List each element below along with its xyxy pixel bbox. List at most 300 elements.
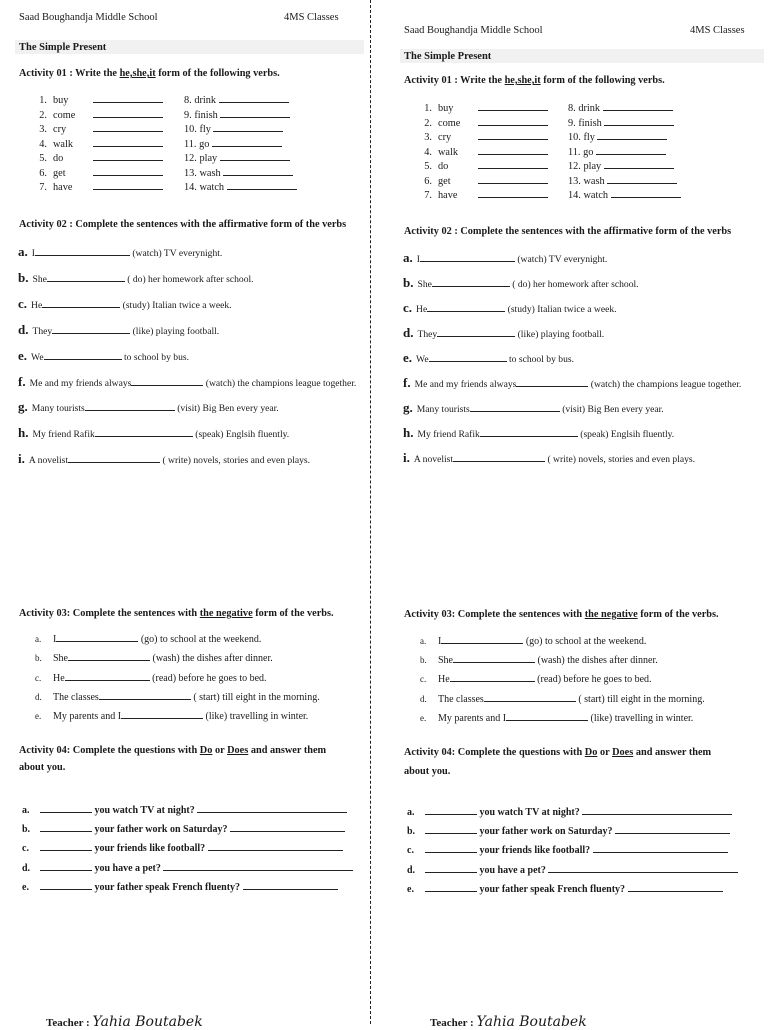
answer-blank[interactable]	[453, 653, 535, 663]
answer-blank[interactable]	[220, 108, 290, 118]
verb-item	[412, 145, 548, 158]
sentence-item	[403, 450, 695, 466]
answer-blank[interactable]	[420, 252, 515, 262]
sentence-item	[18, 270, 254, 286]
sentence-end: (go) to school at the weekend.	[140, 634, 262, 645]
verb-word: do	[53, 153, 64, 164]
sentence-start: My parents and I	[53, 711, 122, 723]
question-item	[22, 861, 353, 874]
activity-3-rest: form of the verbs.	[640, 609, 719, 620]
answer-blank[interactable]	[223, 166, 293, 176]
verb-item	[184, 137, 282, 150]
question-item	[22, 841, 343, 854]
verb-word: come	[53, 109, 76, 121]
sentence-start: He	[31, 299, 43, 311]
answer-blank[interactable]	[93, 122, 163, 132]
answer-blank[interactable]	[131, 376, 203, 386]
answer-blank[interactable]	[478, 188, 548, 198]
item-label: e.	[22, 881, 29, 893]
sentence-item	[35, 651, 273, 664]
answer-blank[interactable]	[47, 272, 125, 282]
answer-blank[interactable]	[52, 324, 130, 334]
activity-4-rest: and answer them	[250, 745, 327, 756]
verb-word: finish	[578, 117, 602, 129]
verb-word: play	[583, 161, 602, 172]
item-label: f.	[18, 373, 26, 389]
verb-item	[568, 101, 673, 114]
verb-item	[412, 130, 548, 143]
item-label: h.	[403, 425, 414, 440]
sentence-start: I	[53, 634, 57, 645]
teacher-label: Teacher :	[46, 1017, 90, 1029]
class-label: 4MS Classes	[690, 25, 745, 36]
activity-4-does: Does	[612, 747, 634, 758]
verb-item	[412, 101, 548, 114]
activity-4-line2: about you.	[19, 762, 66, 773]
activity-2-title: Activity 02 : Complete the sentences with the affirmative form of the verbs	[19, 219, 347, 230]
answer-blank[interactable]	[425, 843, 477, 853]
verb-item	[184, 166, 293, 179]
sentence-item	[18, 244, 222, 260]
item-label: a.	[18, 244, 28, 259]
activity-4-or: or	[599, 747, 610, 758]
teacher-name: Yahia Boutabek	[476, 1014, 587, 1030]
item-label: a.	[403, 250, 413, 265]
answer-blank[interactable]	[220, 151, 290, 161]
answer-blank[interactable]	[470, 402, 560, 412]
answer-blank[interactable]	[603, 101, 673, 111]
item-label: c.	[407, 845, 414, 857]
answer-blank[interactable]	[93, 180, 163, 190]
answer-blank[interactable]	[35, 246, 130, 256]
page-title: The Simple Present	[400, 49, 764, 63]
item-label: e.	[18, 347, 28, 363]
sentence-end: to school by bus.	[508, 354, 575, 365]
sentence-item	[35, 690, 320, 703]
verb-number: 4.	[424, 146, 432, 158]
answer-blank[interactable]	[227, 180, 297, 190]
sentence-item	[35, 632, 261, 645]
verb-word: fly	[199, 124, 211, 135]
answer-blank[interactable]	[243, 880, 338, 890]
verb-number: 5.	[424, 161, 432, 172]
verb-number: 7.	[424, 190, 432, 201]
sentence-item	[420, 711, 693, 724]
answer-blank[interactable]	[593, 843, 728, 853]
answer-blank[interactable]	[441, 634, 523, 644]
verb-item	[27, 180, 163, 193]
item-label: i.	[403, 450, 410, 465]
sentence-end: (visit) Big Ben every year.	[177, 403, 279, 415]
sentence-item	[403, 300, 617, 316]
sentence-end: ( do) her homework after school.	[512, 279, 639, 290]
activity-3-underlined: the negative	[199, 608, 253, 619]
sentence-start: A novelist	[28, 455, 69, 467]
sentence-start: She	[417, 279, 432, 290]
question-item	[407, 882, 723, 895]
answer-blank[interactable]	[93, 108, 163, 118]
answer-blank[interactable]	[478, 145, 548, 155]
verb-item	[184, 151, 290, 164]
activity-1-rest: form of the following verbs.	[543, 75, 665, 86]
verb-number: 11.	[184, 138, 197, 150]
answer-blank[interactable]	[85, 401, 175, 411]
item-label: c.	[22, 843, 29, 855]
verb-number: 1.	[424, 103, 432, 114]
cut-line-divider	[370, 0, 371, 1024]
verb-number: 6.	[424, 175, 432, 187]
school-name: Saad Boughandja Middle School	[19, 12, 158, 23]
answer-blank[interactable]	[548, 863, 738, 873]
verb-number: 8.	[184, 95, 192, 106]
answer-blank[interactable]	[480, 427, 578, 437]
activity-1-title	[19, 68, 280, 79]
question-item	[407, 843, 728, 856]
question-item	[407, 805, 732, 818]
verb-item	[27, 137, 163, 150]
item-label: d.	[18, 321, 29, 337]
question-item	[407, 863, 738, 876]
activity-4-or: or	[214, 745, 225, 756]
answer-blank[interactable]	[95, 427, 193, 437]
sentence-item	[403, 400, 664, 416]
answer-blank[interactable]	[40, 880, 92, 890]
item-label: i.	[18, 451, 25, 467]
sentence-start: Me and my friends always	[414, 379, 517, 390]
sentence-item	[35, 709, 308, 722]
verb-item	[568, 145, 666, 158]
item-label: g.	[403, 400, 413, 415]
verb-number: 2.	[424, 117, 432, 129]
sentence-start: We	[31, 351, 44, 363]
verb-item	[184, 180, 297, 193]
answer-blank[interactable]	[121, 709, 203, 719]
verb-item	[568, 130, 667, 143]
question-text: you have a pet?	[479, 864, 546, 876]
activity-4-label: Activity 04: Complete the questions with	[404, 747, 583, 758]
activity-3-title	[404, 609, 719, 620]
sentence-start: He	[53, 672, 65, 684]
sentence-end: (wash) the dishes after dinner.	[537, 655, 658, 667]
activity-4-does: Does	[227, 745, 249, 756]
answer-blank[interactable]	[230, 822, 345, 832]
sentence-end: ( write) novels, stories and even plays.	[547, 454, 696, 465]
answer-blank[interactable]	[213, 122, 283, 132]
answer-blank[interactable]	[429, 352, 507, 362]
sentence-item	[18, 348, 189, 364]
answer-blank[interactable]	[516, 377, 588, 387]
sentence-item	[420, 672, 652, 685]
sentence-start: My friend Rafik	[32, 429, 95, 441]
activity-4-do: Do	[199, 745, 213, 756]
sentence-end: (read) before he goes to bed.	[152, 672, 267, 684]
question-text: your friends like football?	[479, 845, 591, 857]
sentence-start: I	[416, 254, 420, 265]
verb-number: 8.	[568, 103, 576, 114]
verb-number: 10.	[568, 132, 581, 143]
verb-item	[412, 159, 548, 172]
worksheet-right	[384, 0, 768, 1030]
verb-word: cry	[438, 132, 452, 143]
answer-blank[interactable]	[628, 882, 723, 892]
sentence-item	[420, 634, 646, 647]
verb-item	[27, 166, 163, 179]
answer-blank[interactable]	[197, 803, 347, 813]
item-label: f.	[403, 375, 411, 390]
sentence-item	[420, 692, 705, 705]
answer-blank[interactable]	[506, 711, 588, 721]
item-label: d.	[22, 862, 31, 874]
sentence-start: She	[32, 273, 47, 285]
item-label: b.	[18, 269, 29, 285]
item-label: b.	[22, 824, 31, 836]
answer-blank[interactable]	[42, 298, 120, 308]
verb-item	[568, 159, 674, 172]
answer-blank[interactable]	[68, 453, 160, 463]
answer-blank[interactable]	[65, 671, 150, 681]
sentence-end: (like) playing football.	[132, 325, 220, 337]
verb-number: 6.	[39, 167, 47, 179]
item-label: d.	[35, 691, 42, 702]
item-label: a.	[420, 636, 427, 646]
answer-blank[interactable]	[611, 188, 681, 198]
sentence-item	[403, 250, 607, 266]
verb-word: buy	[53, 95, 69, 106]
activity-1-title	[404, 75, 665, 86]
item-label: e.	[403, 350, 413, 365]
answer-blank[interactable]	[478, 116, 548, 126]
sentence-end: (read) before he goes to bed.	[537, 674, 652, 686]
answer-blank[interactable]	[99, 690, 191, 700]
item-label: b.	[35, 653, 42, 664]
answer-blank[interactable]	[450, 672, 535, 682]
sentence-item	[403, 325, 604, 341]
answer-blank[interactable]	[596, 145, 666, 155]
answer-blank[interactable]	[478, 101, 548, 111]
answer-blank[interactable]	[427, 302, 505, 312]
question-text: your father work on Saturday?	[94, 824, 228, 836]
sentence-item	[403, 350, 574, 366]
sentence-start: My parents and I	[438, 712, 507, 724]
answer-blank[interactable]	[68, 651, 150, 661]
verb-number: 10.	[184, 124, 197, 135]
verb-item	[27, 122, 163, 135]
question-text: your father speak French fluenty?	[479, 883, 626, 895]
activity-1-underlined: he,she,it	[119, 68, 156, 79]
verb-word: wash	[199, 167, 221, 179]
sentence-end: to school by bus.	[123, 351, 190, 363]
item-label: d.	[403, 325, 414, 340]
sentence-item	[403, 425, 674, 441]
question-item	[22, 822, 345, 835]
answer-blank[interactable]	[478, 130, 548, 140]
verb-number: 9.	[568, 117, 576, 129]
verb-number: 7.	[39, 182, 47, 193]
answer-blank[interactable]	[40, 822, 92, 832]
verb-number: 12.	[568, 161, 581, 172]
answer-blank[interactable]	[212, 137, 282, 147]
verb-number: 9.	[184, 109, 192, 121]
answer-blank[interactable]	[93, 151, 163, 161]
activity-3-underlined: the negative	[584, 609, 638, 620]
worksheet-left	[0, 0, 368, 1030]
answer-blank[interactable]	[425, 824, 477, 834]
question-item	[407, 824, 730, 837]
sentence-end: (visit) Big Ben every year.	[562, 404, 664, 415]
activity-3-label: Activity 03: Complete the sentences with	[19, 608, 198, 619]
answer-blank[interactable]	[56, 632, 138, 642]
answer-blank[interactable]	[607, 174, 677, 184]
verb-word: play	[199, 153, 218, 164]
item-label: g.	[18, 399, 28, 415]
item-label: b.	[420, 655, 427, 666]
item-label: a.	[407, 807, 415, 818]
activity-4-title	[19, 745, 326, 756]
activity-3-label: Activity 03: Complete the sentences with	[404, 609, 583, 620]
answer-blank[interactable]	[219, 93, 289, 103]
answer-blank[interactable]	[40, 803, 92, 813]
sentence-end: (speak) Englsih fluently.	[580, 429, 675, 440]
sentence-end: (go) to school at the weekend.	[525, 636, 647, 647]
question-text: you watch TV at night?	[479, 807, 580, 818]
sentence-end: (watch) the champions league together.	[590, 379, 742, 390]
answer-blank[interactable]	[40, 841, 92, 851]
verb-word: drink	[194, 95, 217, 106]
activity-4-title	[404, 747, 711, 758]
sentence-end: (watch) TV everynight.	[517, 254, 608, 265]
item-label: a.	[22, 805, 30, 816]
verb-word: go	[199, 138, 210, 150]
sentence-end: (study) Italian twice a week.	[122, 299, 232, 311]
item-label: e.	[35, 711, 42, 722]
verb-word: finish	[194, 109, 218, 121]
answer-blank[interactable]	[478, 159, 548, 169]
school-name: Saad Boughandja Middle School	[404, 25, 543, 36]
question-item	[22, 803, 347, 816]
answer-blank[interactable]	[615, 824, 730, 834]
verb-number: 1.	[39, 95, 47, 106]
answer-blank[interactable]	[93, 93, 163, 103]
teacher-signature	[430, 1014, 587, 1030]
sentence-start: Me and my friends always	[29, 377, 132, 389]
answer-blank[interactable]	[582, 805, 732, 815]
sentence-start: Many tourists	[31, 403, 85, 415]
sentence-item	[18, 374, 356, 390]
verb-word: cry	[53, 124, 67, 135]
answer-blank[interactable]	[208, 841, 343, 851]
sentence-item	[403, 375, 741, 391]
item-label: c.	[35, 672, 42, 683]
item-label: e.	[407, 883, 414, 895]
verb-number: 2.	[39, 109, 47, 121]
question-text: your friends like football?	[94, 843, 206, 855]
answer-blank[interactable]	[163, 861, 353, 871]
question-text: you have a pet?	[94, 862, 161, 874]
item-label: c.	[403, 300, 413, 315]
sentence-end: (study) Italian twice a week.	[507, 304, 617, 315]
verb-word: get	[438, 175, 451, 187]
verb-word: come	[438, 117, 461, 129]
verb-word: have	[438, 190, 458, 201]
sentence-start: Many tourists	[416, 404, 470, 415]
class-label: 4MS Classes	[284, 12, 339, 23]
item-label: d.	[407, 864, 416, 876]
answer-blank[interactable]	[93, 166, 163, 176]
verb-word: get	[53, 167, 66, 179]
sentence-start: The classes	[438, 693, 484, 705]
answer-blank[interactable]	[484, 692, 576, 702]
sentence-item	[35, 671, 267, 684]
activity-4-do: Do	[584, 747, 598, 758]
item-label: h.	[18, 425, 29, 441]
sentence-start: He	[438, 674, 450, 686]
sentence-end: (wash) the dishes after dinner.	[152, 653, 273, 665]
verb-item	[27, 151, 163, 164]
answer-blank[interactable]	[425, 863, 477, 873]
verb-item	[27, 108, 163, 121]
answer-blank[interactable]	[604, 116, 674, 126]
sentence-start: A novelist	[413, 454, 454, 465]
item-label: e.	[420, 712, 427, 723]
answer-blank[interactable]	[432, 277, 510, 287]
sentence-end: (like) playing football.	[517, 329, 605, 340]
verb-number: 14.	[184, 182, 197, 193]
sentence-start: They	[417, 329, 438, 340]
activity-1-rest: form of the following verbs.	[158, 68, 280, 79]
answer-blank[interactable]	[425, 882, 477, 892]
verb-item	[568, 116, 674, 129]
verb-number: 3.	[424, 132, 432, 143]
sentence-start: We	[416, 354, 429, 365]
answer-blank[interactable]	[93, 137, 163, 147]
question-item	[22, 880, 338, 893]
verb-item	[184, 108, 290, 121]
verb-word: fly	[583, 132, 595, 143]
teacher-name: Yahia Boutabek	[92, 1014, 203, 1030]
answer-blank[interactable]	[40, 861, 92, 871]
question-text: your father speak French fluenty?	[94, 881, 241, 893]
verb-word: buy	[438, 103, 454, 114]
verb-word: walk	[438, 146, 459, 158]
sentence-item	[403, 275, 639, 291]
answer-blank[interactable]	[478, 174, 548, 184]
activity-3-title	[19, 608, 334, 619]
item-label: b.	[407, 826, 416, 838]
question-text: you watch TV at night?	[94, 805, 195, 816]
sentence-end: (speak) Englsih fluently.	[195, 429, 290, 441]
item-label: a.	[35, 634, 42, 644]
verb-item	[568, 188, 681, 201]
sentence-end: ( start) till eight in the morning.	[193, 691, 320, 703]
answer-blank[interactable]	[597, 130, 667, 140]
sentence-start: She	[53, 653, 68, 665]
activity-1-underlined: he,she,it	[504, 75, 541, 86]
answer-blank[interactable]	[604, 159, 674, 169]
answer-blank[interactable]	[437, 327, 515, 337]
answer-blank[interactable]	[44, 350, 122, 360]
verb-word: wash	[583, 175, 605, 187]
answer-blank[interactable]	[453, 452, 545, 462]
sentence-start: She	[438, 655, 453, 667]
verb-number: 12.	[184, 153, 197, 164]
sentence-end: (like) travelling in winter.	[590, 712, 694, 724]
sentence-item	[18, 296, 232, 312]
item-label: c.	[420, 674, 427, 685]
answer-blank[interactable]	[425, 805, 477, 815]
activity-4-line2: about you.	[404, 766, 451, 777]
sentence-start: My friend Rafik	[417, 429, 480, 440]
verb-word: walk	[53, 138, 74, 150]
